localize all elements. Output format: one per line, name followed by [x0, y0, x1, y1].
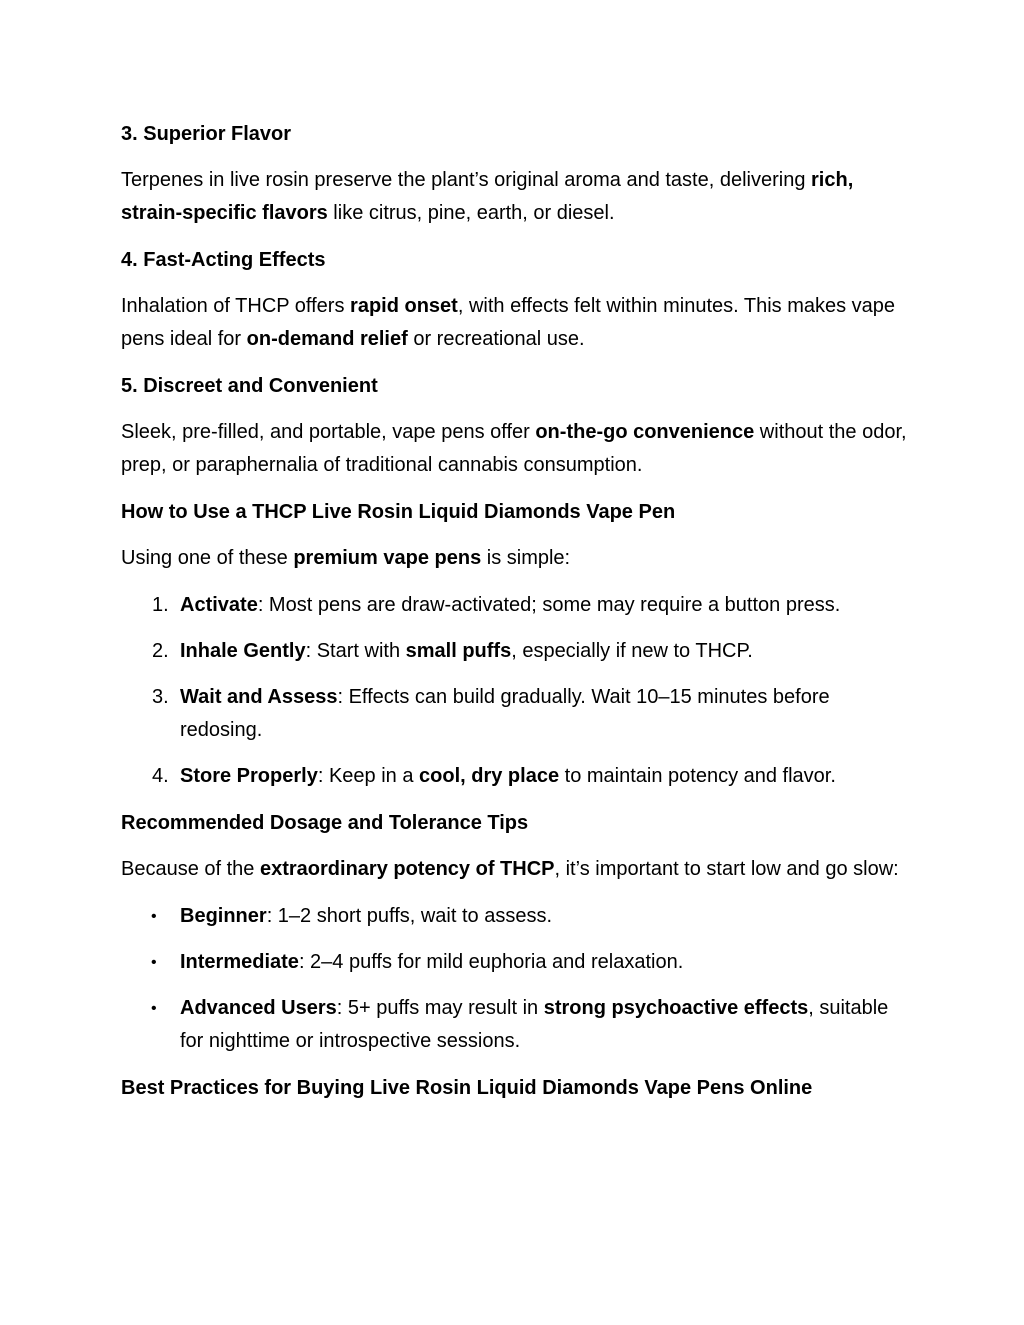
- bold-text: Inhale Gently: [180, 640, 306, 662]
- heading-best-practices: Best Practices for Buying Live Rosin Liquid Diamonds Vape Pens Online: [121, 1077, 813, 1099]
- bold-text: premium vape pens: [293, 547, 482, 569]
- text: : Most pens are draw-activated; some may require a button press.: [257, 594, 841, 616]
- bold-text: rapid onset: [350, 295, 458, 317]
- text: Sleek, pre-filled, and portable, vape pens offer: [121, 421, 536, 443]
- text: without the odor, prep, or paraphernalia of traditional cannabis consumption.: [121, 421, 907, 476]
- heading-discreet: 5. Discreet and Convenient: [121, 375, 378, 397]
- heading-superior-flavor: 3. Superior Flavor: [121, 123, 292, 145]
- bold-text: Beginner: [180, 905, 267, 927]
- text: , especially if new to THCP.: [511, 640, 753, 662]
- text: : Start with: [305, 640, 406, 662]
- list-number: 4.: [152, 765, 169, 787]
- text: , suitable for nighttime or introspective sessions.: [180, 997, 889, 1052]
- bold-text: rich, strain-specific flavors: [121, 169, 854, 224]
- bold-text: extraordinary potency of THCP: [259, 858, 555, 880]
- paragraph-fast-acting: [121, 290, 911, 356]
- text: , with effects felt within minutes. This makes vape pens ideal for: [121, 295, 896, 350]
- paragraph-dosage: [121, 853, 911, 886]
- list-number: 3.: [152, 686, 169, 708]
- list-item: [121, 992, 911, 1058]
- document-page: [121, 118, 911, 1118]
- list-number: 2.: [152, 640, 169, 662]
- paragraph-how-to-use: [121, 542, 911, 575]
- bullet-icon: •: [151, 954, 157, 971]
- list-number: 1.: [152, 594, 169, 616]
- heading-dosage: Recommended Dosage and Tolerance Tips: [121, 812, 529, 834]
- text: Inhalation of THCP offers: [121, 295, 351, 317]
- bold-text: on-demand relief: [246, 328, 408, 350]
- text: , it’s important to start low and go slow:: [554, 858, 899, 880]
- bold-text: strong psychoactive effects: [543, 997, 809, 1019]
- list-item: [121, 635, 911, 668]
- text: : 5+ puffs may result in: [336, 997, 544, 1019]
- list-item: [121, 760, 911, 793]
- bold-text: small puffs: [405, 640, 512, 662]
- list-item: [121, 681, 911, 747]
- bold-text: Advanced Users: [180, 997, 337, 1019]
- text: Because of the: [121, 858, 260, 880]
- bold-text: cool, dry place: [419, 765, 560, 787]
- how-to-steps-list: [121, 589, 911, 793]
- bullet-icon: •: [151, 1000, 157, 1017]
- bold-text: Activate: [180, 594, 258, 616]
- list-item: [121, 946, 911, 979]
- text: to maintain potency and flavor.: [559, 765, 836, 787]
- list-item: [121, 900, 911, 933]
- text: : Keep in a: [317, 765, 420, 787]
- paragraph-discreet: [121, 416, 911, 482]
- text: or recreational use.: [407, 328, 585, 350]
- bold-text: on-the-go convenience: [535, 421, 755, 443]
- text: : Effects can build gradually. Wait 10–15 minutes before redosing.: [180, 686, 830, 741]
- text: is simple:: [481, 547, 571, 569]
- bold-text: Intermediate: [180, 951, 299, 973]
- paragraph-superior-flavor: [121, 164, 911, 230]
- text: like citrus, pine, earth, or diesel.: [327, 202, 615, 224]
- text: : 2–4 puffs for mild euphoria and relaxation.: [298, 951, 684, 973]
- list-item: [121, 589, 911, 622]
- heading-fast-acting: 4. Fast-Acting Effects: [121, 249, 326, 271]
- bold-text: Store Properly: [180, 765, 318, 787]
- text: Using one of these: [121, 547, 294, 569]
- dosage-bullet-list: [121, 900, 911, 1058]
- heading-how-to-use: How to Use a THCP Live Rosin Liquid Diamonds Vape Pen: [121, 501, 676, 523]
- bold-text: Wait and Assess: [180, 686, 338, 708]
- text: Terpenes in live rosin preserve the plant’s original aroma and taste, delivering: [121, 169, 812, 191]
- text: : 1–2 short puffs, wait to assess.: [266, 905, 553, 927]
- bullet-icon: •: [151, 908, 157, 925]
